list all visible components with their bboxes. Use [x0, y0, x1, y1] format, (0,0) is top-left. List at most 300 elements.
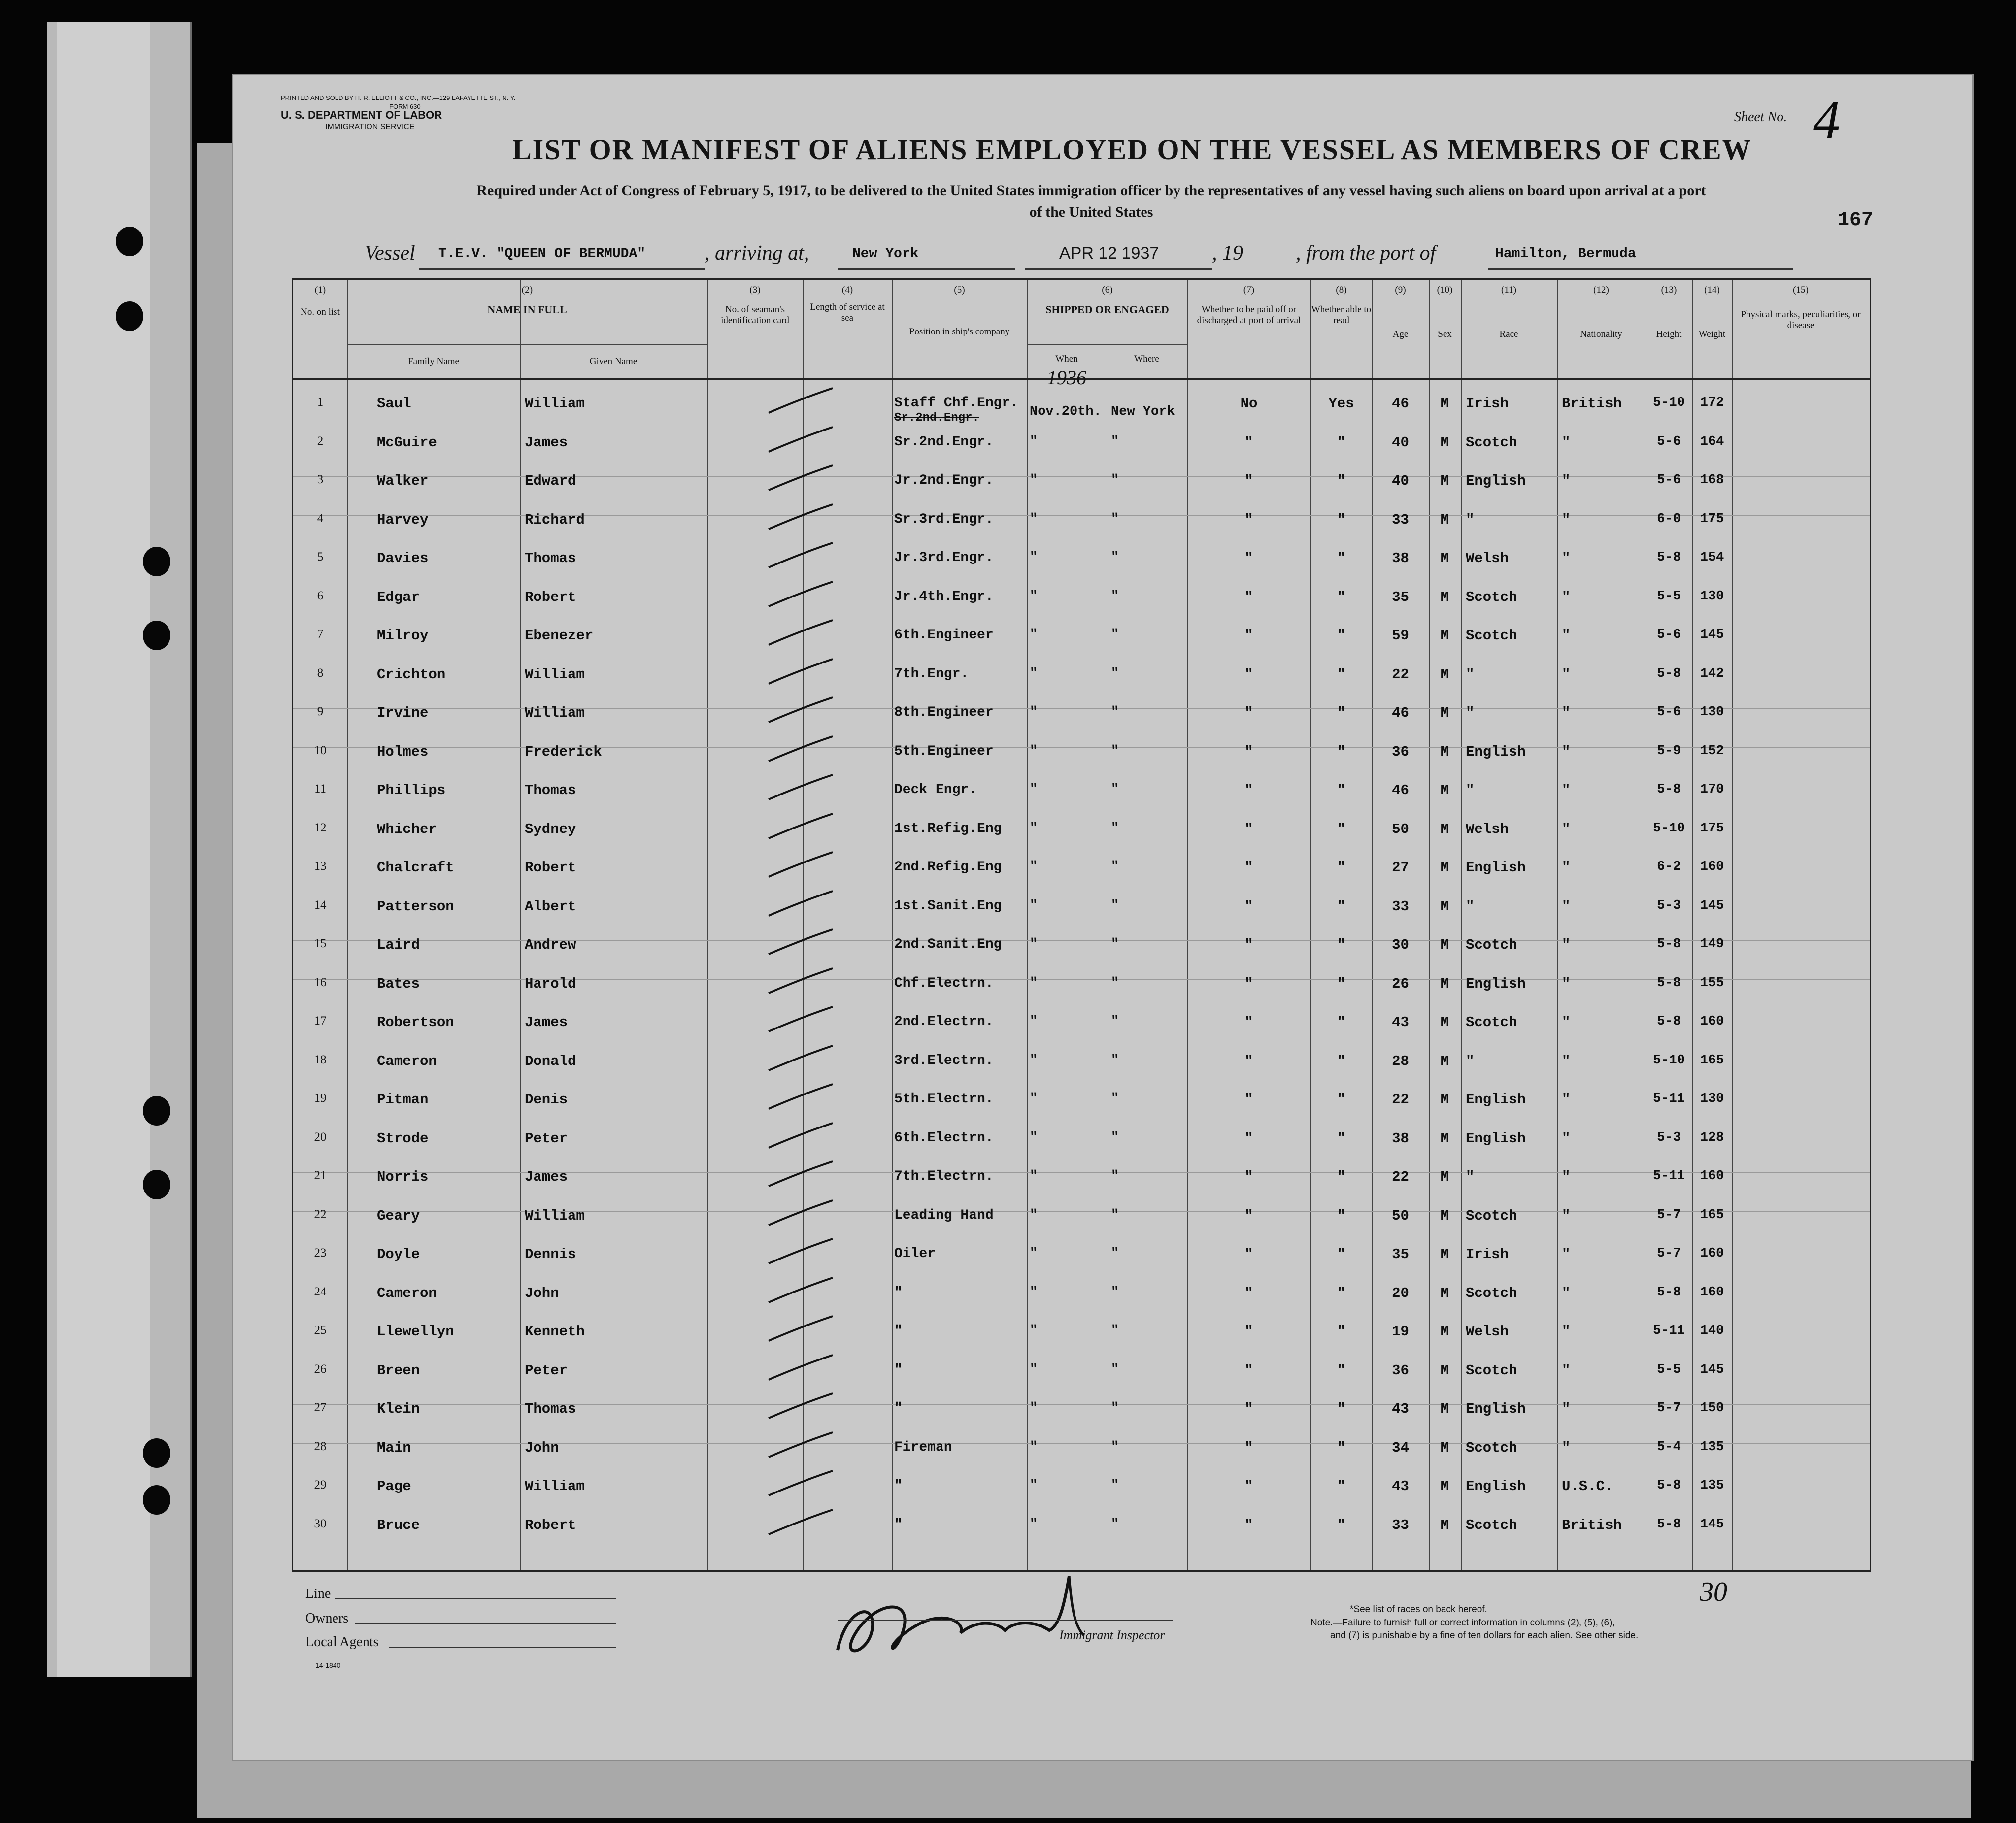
height-cell: 5-11 — [1653, 1169, 1685, 1184]
when-cell: " — [1030, 1517, 1038, 1532]
inspector-label: Immigrant Inspector — [1059, 1628, 1165, 1642]
age-cell: 43 — [1392, 1401, 1409, 1417]
where-cell: " — [1111, 1130, 1119, 1145]
handwritten-check-mark — [766, 1004, 835, 1034]
family-name-cell: Holmes — [377, 743, 429, 760]
weight-cell: 170 — [1700, 782, 1724, 797]
when-cell: " — [1030, 1246, 1038, 1261]
handwritten-check-mark — [766, 695, 835, 725]
handwritten-check-mark — [766, 463, 835, 493]
height-cell: 5-10 — [1653, 1053, 1685, 1068]
handwritten-check-mark — [766, 1043, 835, 1073]
able-to-read-cell: " — [1337, 589, 1346, 605]
nationality-cell: " — [1562, 1362, 1571, 1379]
nationality-cell: " — [1562, 782, 1571, 798]
race-cell: Scotch — [1466, 1517, 1517, 1533]
able-to-read-cell: " — [1337, 1169, 1346, 1185]
height-cell: 5-6 — [1657, 628, 1681, 642]
nationality-cell: " — [1562, 860, 1571, 876]
handwritten-check-mark — [766, 540, 835, 570]
where-cell: " — [1111, 1362, 1119, 1377]
where-cell: " — [1111, 473, 1119, 488]
row-number: 27 — [314, 1401, 327, 1414]
able-to-read-cell: " — [1337, 511, 1346, 528]
sex-cell: M — [1440, 511, 1449, 528]
where-cell: " — [1111, 511, 1119, 527]
nationality-cell: " — [1562, 1401, 1571, 1417]
height-cell: 5-6 — [1657, 705, 1681, 720]
sex-cell: M — [1440, 975, 1449, 992]
handwritten-check-mark — [766, 772, 835, 802]
paid-off-cell: " — [1244, 860, 1253, 876]
where-cell: " — [1111, 1207, 1119, 1223]
position-cell: 7th.Electrn. — [894, 1169, 994, 1184]
when-cell: " — [1030, 1324, 1038, 1338]
when-cell: " — [1030, 1207, 1038, 1223]
weight-cell: 135 — [1700, 1478, 1724, 1493]
race-cell: Scotch — [1466, 1207, 1517, 1224]
height-cell: 6-2 — [1657, 860, 1681, 874]
race-cell: Welsh — [1466, 821, 1509, 837]
column-number: (6) — [1102, 285, 1113, 295]
handwritten-check-mark — [766, 966, 835, 995]
position-cell: Jr.4th.Engr. — [894, 589, 994, 604]
height-cell: 5-8 — [1657, 550, 1681, 565]
arrival-date: APR 12 1937 — [1059, 244, 1159, 263]
row-number: 26 — [314, 1362, 327, 1376]
given-name-cell: Thomas — [525, 550, 576, 566]
column-number: (5) — [954, 285, 965, 295]
weight-cell: 145 — [1700, 1362, 1724, 1377]
position-cell: 8th.Engineer — [894, 705, 994, 720]
race-cell: Irish — [1466, 1246, 1509, 1262]
punch-hole — [116, 301, 143, 331]
position-cell: 5th.Engineer — [894, 743, 994, 759]
family-name-cell: Klein — [377, 1401, 420, 1417]
able-to-read-cell: " — [1337, 1246, 1346, 1262]
nationality-cell: " — [1562, 628, 1571, 644]
header-physical-marks: Physical marks, peculiarities, or disease — [1741, 309, 1861, 331]
race-cell: English — [1466, 473, 1526, 489]
race-cell: " — [1466, 1053, 1475, 1069]
nationality-cell: " — [1562, 937, 1571, 953]
document-subtitle: Required under Act of Congress of February 5, 1917, to be delivered to the United States immigration officer by the representatives of any vessel having such aliens on board upon arrival at a port of the United States — [476, 182, 1706, 220]
when-cell: " — [1030, 1285, 1038, 1300]
race-cell: Scotch — [1466, 628, 1517, 644]
when-cell: " — [1030, 628, 1038, 642]
able-to-read-cell: " — [1337, 1401, 1346, 1417]
column-number: (2) — [521, 285, 533, 295]
race-cell: Scotch — [1466, 434, 1517, 451]
nationality-cell: British — [1562, 1517, 1622, 1533]
nationality-cell: U.S.C. — [1562, 1478, 1613, 1494]
able-to-read-cell: " — [1337, 1362, 1346, 1379]
paid-off-cell: " — [1244, 1517, 1253, 1533]
paid-off-cell: " — [1244, 473, 1253, 489]
paid-off-cell: " — [1244, 821, 1253, 837]
paid-off-cell: " — [1244, 1439, 1253, 1456]
age-cell: 35 — [1392, 589, 1409, 605]
column-number: (8) — [1336, 285, 1347, 295]
given-name-cell: John — [525, 1439, 559, 1456]
paid-off-cell: No — [1240, 396, 1258, 412]
nationality-cell: " — [1562, 1285, 1571, 1301]
weight-cell: 154 — [1700, 550, 1724, 565]
row-number: 15 — [314, 937, 327, 950]
race-cell: Scotch — [1466, 589, 1517, 605]
age-cell: 22 — [1392, 666, 1409, 683]
race-cell: " — [1466, 705, 1475, 721]
printer-line: PRINTED AND SOLD BY H. R. ELLIOTT & CO., INC.—129 LAFAYETTE ST., N. Y. FORM 630 — [281, 94, 516, 110]
position-cell: Chf.Electrn. — [894, 975, 994, 991]
nationality-cell: " — [1562, 550, 1571, 566]
given-name-cell: William — [525, 666, 585, 683]
when-cell: " — [1030, 860, 1038, 874]
paid-off-cell: " — [1244, 1401, 1253, 1417]
weight-cell: 152 — [1700, 743, 1724, 759]
race-cell: Scotch — [1466, 1362, 1517, 1379]
family-name-cell: Milroy — [377, 628, 429, 644]
arriving-port: New York — [852, 246, 919, 262]
family-name-cell: Bruce — [377, 1517, 420, 1533]
race-cell: " — [1466, 1169, 1475, 1185]
able-to-read-cell: " — [1337, 1285, 1346, 1301]
family-name-cell: Walker — [377, 473, 429, 489]
row-number: 16 — [314, 975, 327, 989]
header-position: Position in ship's company — [909, 327, 1010, 337]
column-number: (9) — [1395, 285, 1406, 295]
given-name-cell: Dennis — [525, 1246, 576, 1262]
sex-cell: M — [1440, 1246, 1449, 1262]
when-cell: " — [1030, 1014, 1038, 1029]
nationality-cell: " — [1562, 1246, 1571, 1262]
family-name-cell: Geary — [377, 1207, 420, 1224]
paid-off-cell: " — [1244, 666, 1253, 683]
age-cell: 19 — [1392, 1324, 1409, 1340]
race-cell: " — [1466, 511, 1475, 528]
sex-cell: M — [1440, 628, 1449, 644]
column-number: (7) — [1243, 285, 1255, 295]
age-cell: 50 — [1392, 821, 1409, 837]
able-to-read-cell: " — [1337, 1439, 1346, 1456]
given-name-cell: Denis — [525, 1092, 568, 1108]
where-cell: " — [1111, 434, 1119, 449]
nationality-cell: " — [1562, 666, 1571, 683]
family-name-cell: Llewellyn — [377, 1324, 454, 1340]
nationality-cell: " — [1562, 1014, 1571, 1030]
when-cell: " — [1030, 1053, 1038, 1068]
nationality-cell: " — [1562, 1324, 1571, 1340]
header-where: Where — [1134, 354, 1159, 364]
height-cell: 5-8 — [1657, 782, 1681, 797]
arriving-label: , arriving at, — [705, 242, 809, 265]
position-cell: 2nd.Refig.Eng — [894, 860, 1002, 875]
row-number: 23 — [314, 1246, 327, 1260]
where-cell: " — [1111, 1401, 1119, 1416]
sex-cell: M — [1440, 1439, 1449, 1456]
header-id-card: No. of seaman's identification card — [721, 304, 789, 326]
row-number: 1 — [317, 396, 324, 409]
nationality-cell: " — [1562, 473, 1571, 489]
family-name-cell: Irvine — [377, 705, 429, 721]
penalty-note-2: and (7) is punishable by a fine of ten dollars for each alien. See other side. — [1330, 1630, 1639, 1641]
race-note: *See list of races on back hereof. — [1350, 1604, 1487, 1615]
where-cell: " — [1111, 550, 1119, 565]
where-cell: " — [1111, 1246, 1119, 1261]
race-cell: " — [1466, 782, 1475, 798]
position-cell: Sr.2nd.Engr. — [894, 434, 994, 450]
sex-cell: M — [1440, 1401, 1449, 1417]
age-cell: 38 — [1392, 1130, 1409, 1147]
header-weight: Weight — [1698, 329, 1726, 339]
handwritten-check-mark — [766, 1236, 835, 1266]
given-name-cell: Albert — [525, 898, 576, 915]
punch-hole — [143, 1170, 170, 1199]
sex-cell: M — [1440, 782, 1449, 798]
nationality-cell: " — [1562, 705, 1571, 721]
handwritten-check-mark — [766, 1391, 835, 1421]
paid-off-cell: " — [1244, 1362, 1253, 1379]
header-given-name: Given Name — [589, 356, 638, 366]
row-number: 20 — [314, 1130, 327, 1144]
when-cell: " — [1030, 1362, 1038, 1377]
row-number: 4 — [317, 511, 324, 525]
height-cell: 5-5 — [1657, 1362, 1681, 1377]
age-cell: 27 — [1392, 860, 1409, 876]
age-cell: 40 — [1392, 473, 1409, 489]
race-cell: Scotch — [1466, 937, 1517, 953]
able-to-read-cell: Yes — [1328, 396, 1354, 412]
position-cell: Jr.2nd.Engr. — [894, 473, 994, 488]
position-cell: Fireman — [894, 1439, 952, 1455]
position-cell: " — [894, 1401, 903, 1416]
given-name-cell: Kenneth — [525, 1324, 585, 1340]
able-to-read-cell: " — [1337, 1517, 1346, 1533]
header-race: Race — [1499, 329, 1518, 339]
weight-cell: 140 — [1700, 1324, 1724, 1338]
position-cell: Deck Engr. — [894, 782, 977, 797]
family-name-cell: Doyle — [377, 1246, 420, 1262]
position-cell: 2nd.Electrn. — [894, 1014, 994, 1029]
race-cell: English — [1466, 975, 1526, 992]
able-to-read-cell: " — [1337, 1053, 1346, 1069]
family-name-cell: Norris — [377, 1169, 429, 1185]
when-cell: Nov.20th. — [1030, 404, 1102, 419]
row-number: 18 — [314, 1053, 327, 1066]
weight-cell: 172 — [1700, 396, 1724, 410]
paid-off-cell: " — [1244, 1130, 1253, 1147]
age-cell: 36 — [1392, 1362, 1409, 1379]
age-cell: 46 — [1392, 396, 1409, 412]
position-cell: " — [894, 1517, 903, 1532]
row-number: 22 — [314, 1207, 327, 1221]
handwritten-check-mark — [766, 579, 835, 609]
age-cell: 22 — [1392, 1169, 1409, 1185]
weight-cell: 175 — [1700, 511, 1724, 527]
able-to-read-cell: " — [1337, 937, 1346, 953]
given-name-cell: James — [525, 1169, 568, 1185]
position-cell: Sr.3rd.Engr. — [894, 511, 994, 527]
department-label: U. S. DEPARTMENT OF LABOR IMMIGRATION SERVICE — [281, 109, 442, 131]
age-cell: 38 — [1392, 550, 1409, 566]
age-cell: 30 — [1392, 937, 1409, 953]
column-divider — [707, 280, 708, 1570]
where-cell: " — [1111, 975, 1119, 991]
height-cell: 5-3 — [1657, 898, 1681, 913]
paid-off-cell: " — [1244, 511, 1253, 528]
from-label: , from the port of — [1296, 242, 1436, 265]
height-cell: 5-9 — [1657, 743, 1681, 759]
where-cell: " — [1111, 743, 1119, 759]
given-name-cell: James — [525, 434, 568, 451]
nationality-cell: " — [1562, 975, 1571, 992]
given-name-cell: Peter — [525, 1362, 568, 1379]
position-cell: " — [894, 1478, 903, 1493]
row-number: 2 — [317, 434, 324, 448]
height-cell: 5-10 — [1653, 821, 1685, 836]
when-cell: " — [1030, 434, 1038, 449]
handwritten-check-mark — [766, 889, 835, 918]
where-cell: " — [1111, 1478, 1119, 1493]
given-name-cell: John — [525, 1285, 559, 1301]
row-number: 7 — [317, 628, 324, 641]
handwritten-check-mark — [766, 1121, 835, 1150]
where-cell: " — [1111, 1169, 1119, 1184]
column-divider — [1027, 280, 1028, 1570]
where-cell: " — [1111, 1517, 1119, 1532]
line-underline — [335, 1598, 616, 1599]
height-cell: 5-11 — [1653, 1324, 1685, 1338]
page-number: 167 — [1838, 209, 1874, 232]
row-number: 30 — [314, 1517, 327, 1530]
document-title: LIST OR MANIFEST OF ALIENS EMPLOYED ON THE VESSEL AS MEMBERS OF CREW — [512, 133, 1752, 166]
race-cell: " — [1466, 898, 1475, 915]
handwritten-check-mark — [766, 850, 835, 879]
nationality-cell: " — [1562, 1169, 1571, 1185]
weight-cell: 165 — [1700, 1053, 1724, 1068]
family-name-cell: Pitman — [377, 1092, 429, 1108]
manifest-table — [292, 278, 1871, 1572]
column-number: (10) — [1437, 285, 1453, 295]
when-cell: " — [1030, 705, 1038, 720]
handwritten-check-mark — [766, 425, 835, 454]
able-to-read-cell: " — [1337, 860, 1346, 876]
weight-cell: 160 — [1700, 1169, 1724, 1184]
height-cell: 5-10 — [1653, 396, 1685, 410]
where-cell: " — [1111, 1439, 1119, 1455]
position-cell: 6th.Electrn. — [894, 1130, 994, 1146]
family-name-cell: Edgar — [377, 589, 420, 605]
where-cell: " — [1111, 1092, 1119, 1106]
count-note: 30 — [1700, 1577, 1727, 1607]
when-cell: " — [1030, 1478, 1038, 1493]
paid-off-cell: " — [1244, 1207, 1253, 1224]
column-divider — [1732, 280, 1733, 1570]
handwritten-check-mark — [766, 1314, 835, 1343]
paid-off-cell: " — [1244, 782, 1253, 798]
given-name-cell: William — [525, 1478, 585, 1494]
nationality-cell: " — [1562, 1092, 1571, 1108]
able-to-read-cell: " — [1337, 1324, 1346, 1340]
given-name-cell: Robert — [525, 589, 576, 605]
punch-hole — [143, 1096, 170, 1126]
able-to-read-cell: " — [1337, 1014, 1346, 1030]
paid-off-cell: " — [1244, 705, 1253, 721]
when-cell: " — [1030, 1439, 1038, 1455]
where-cell: " — [1111, 1324, 1119, 1338]
height-cell: 5-8 — [1657, 975, 1681, 991]
age-cell: 22 — [1392, 1092, 1409, 1108]
local-agents-label: Local Agents — [305, 1634, 379, 1650]
given-name-cell: James — [525, 1014, 568, 1030]
age-cell: 50 — [1392, 1207, 1409, 1224]
sex-cell: M — [1440, 550, 1449, 566]
given-name-cell: Donald — [525, 1053, 576, 1069]
weight-cell: 145 — [1700, 1517, 1724, 1532]
race-cell: English — [1466, 860, 1526, 876]
family-name-cell: Chalcraft — [377, 860, 454, 876]
column-number: (4) — [841, 285, 853, 295]
age-cell: 43 — [1392, 1478, 1409, 1494]
weight-cell: 130 — [1700, 1092, 1724, 1106]
family-name-cell: Bates — [377, 975, 420, 992]
age-cell: 33 — [1392, 898, 1409, 915]
handwritten-check-mark — [766, 1507, 835, 1537]
where-cell: " — [1111, 666, 1119, 681]
column-divider — [1461, 280, 1462, 1570]
race-cell: English — [1466, 1401, 1526, 1417]
row-number: 12 — [314, 821, 327, 834]
given-name-cell: Peter — [525, 1130, 568, 1147]
sex-cell: M — [1440, 434, 1449, 451]
given-name-cell: Harold — [525, 975, 576, 992]
position-cell: 3rd.Electrn. — [894, 1053, 994, 1068]
header-able-to-read: Whether able to read — [1311, 304, 1372, 326]
sex-cell: M — [1440, 1092, 1449, 1108]
header-name-in-full: NAME IN FULL — [487, 303, 567, 316]
row-number: 14 — [314, 898, 327, 912]
when-cell: " — [1030, 782, 1038, 797]
weight-cell: 160 — [1700, 1014, 1724, 1029]
able-to-read-cell: " — [1337, 628, 1346, 644]
position-cell: 6th.Engineer — [894, 628, 994, 643]
handwritten-check-mark — [766, 811, 835, 841]
race-cell: " — [1466, 666, 1475, 683]
given-name-cell: Andrew — [525, 937, 576, 953]
when-cell: " — [1030, 743, 1038, 759]
nationality-cell: " — [1562, 898, 1571, 915]
row-number: 19 — [314, 1092, 327, 1105]
vessel-underline — [419, 268, 705, 270]
row-number: 21 — [314, 1169, 327, 1182]
weight-cell: 175 — [1700, 821, 1724, 836]
handwritten-check-mark — [766, 1159, 835, 1189]
paid-off-cell: " — [1244, 1285, 1253, 1301]
position-cell: Oiler — [894, 1246, 936, 1261]
sex-cell: M — [1440, 1169, 1449, 1185]
when-cell: " — [1030, 550, 1038, 565]
when-cell: " — [1030, 975, 1038, 991]
paid-off-cell: " — [1244, 1169, 1253, 1185]
header-paid-off: Whether to be paid off or discharged at port of arrival — [1197, 304, 1301, 326]
weight-cell: 155 — [1700, 975, 1724, 991]
able-to-read-cell: " — [1337, 975, 1346, 992]
sex-cell: M — [1440, 1362, 1449, 1379]
row-number: 6 — [317, 589, 324, 602]
penalty-note-1: Note.—Failure to furnish full or correct information in columns (2), (5), (6), — [1310, 1618, 1615, 1628]
vessel-name: T.E.V. "QUEEN OF BERMUDA" — [438, 246, 646, 262]
height-cell: 5-11 — [1653, 1092, 1685, 1106]
